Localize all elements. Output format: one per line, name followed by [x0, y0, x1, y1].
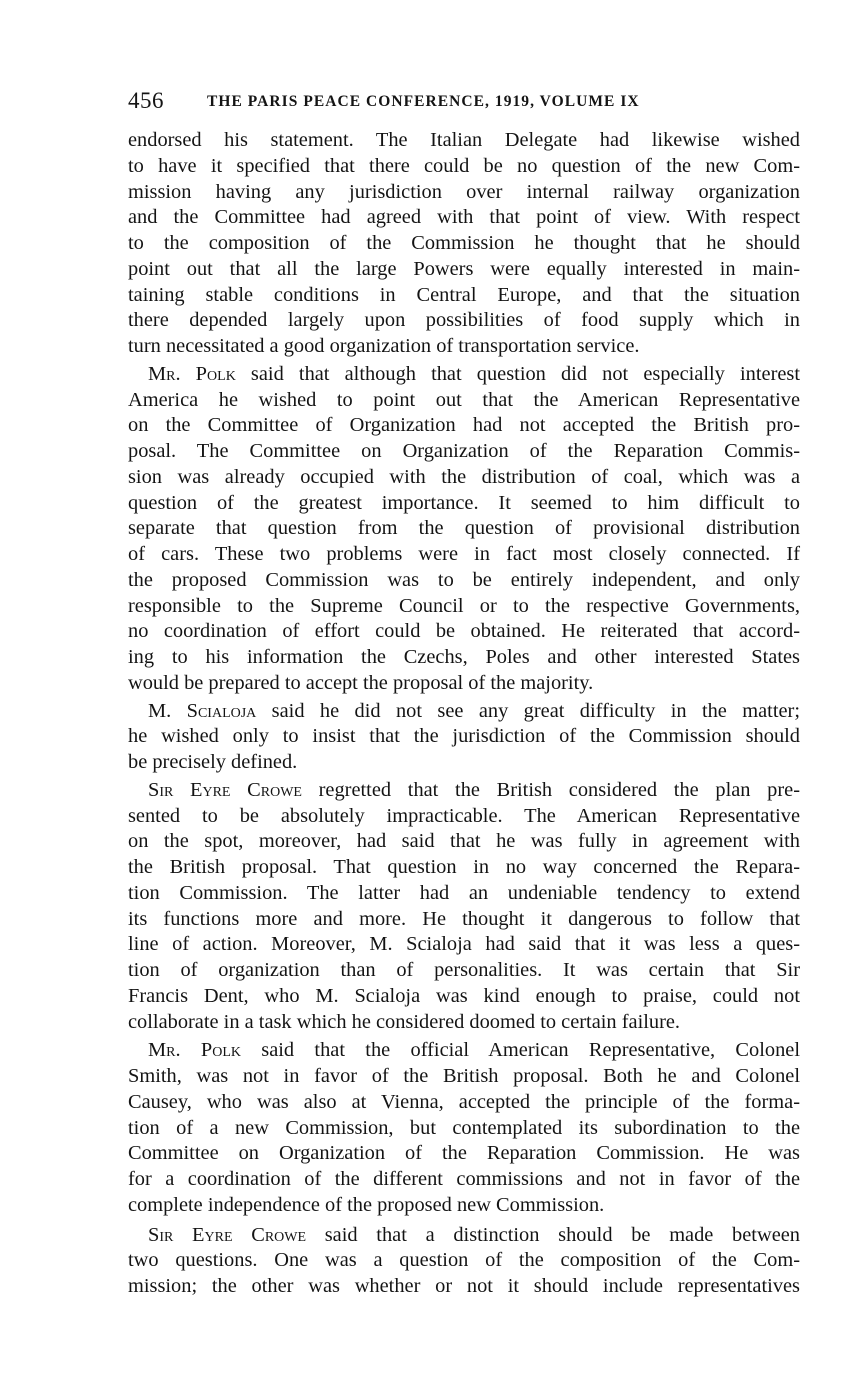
line-text: to have it specified that there could be no question of the new Com- [128, 154, 800, 177]
line-text: said he did not see any great difficulty in the matter; [256, 699, 800, 722]
line-text: no coordination of effort could be obtained. He reiterated that accord- [128, 620, 800, 643]
line-text: on the spot, moreover, had said that he was fully in agreement with [128, 830, 800, 853]
line-text: two questions. One was a question of the composition of the Com- [128, 1249, 800, 1272]
line-text: ing to his information the Czechs, Poles and other interested States [128, 646, 800, 668]
paragraph [128, 362, 800, 697]
text-line [128, 1141, 800, 1167]
line-text: mission having any jurisdiction over internal railway organization [128, 180, 800, 203]
text-line [128, 516, 800, 542]
page-header [128, 86, 800, 116]
text-line [128, 881, 800, 907]
text-line [128, 231, 800, 257]
line-text: be precisely defined. [128, 751, 298, 773]
line-text: said that a distinction should be made between [306, 1223, 800, 1246]
line-text: said that the official American Representative, Colonel [240, 1039, 800, 1062]
text-line [128, 594, 800, 620]
line-text: its functions more and more. He thought it dangerous to follow that [128, 907, 800, 930]
text-line [128, 1038, 800, 1064]
line-text: would be prepared to accept the proposal of the majority. [128, 671, 594, 694]
line-text: endorsed his statement. The Italian Delegate had likewise wished [128, 129, 800, 151]
line-text: Causey, who was also at Vienna, accepted the principle of the forma- [128, 1090, 800, 1113]
speaker-name: M. Scialoja [148, 699, 257, 722]
line-text: of cars. These two problems were in fact most closely connected. If [128, 543, 800, 565]
text-line [128, 542, 800, 568]
line-text: the proposed Commission was to be entirely independent, and only [128, 568, 800, 591]
speaker-name: Mr. Polk [148, 1039, 241, 1062]
text-line [128, 671, 800, 697]
line-text: posal. The Committee on Organization of the Reparation Commis- [128, 440, 800, 462]
line-text: separate that question from the question of provisional distribution [128, 517, 800, 540]
line-text: to the composition of the Commission he thought that he should [128, 232, 800, 254]
text-line [128, 334, 800, 360]
paragraph [128, 128, 800, 360]
line-text: turn necessitated a good organization of transportation service. [128, 335, 640, 357]
line-text: on the Committee of Organization had not accepted the British pro- [128, 414, 800, 437]
text-line [128, 645, 800, 671]
text-line [128, 154, 800, 180]
line-text: there depended largely upon possibilities of food supply which in [128, 309, 800, 332]
text-line [128, 388, 800, 414]
line-text: said that although that question did not especially interest [235, 362, 801, 385]
text-line [128, 1090, 800, 1116]
text-line [128, 1116, 800, 1142]
line-text: for a coordination of the different commissions and not in favor of the [128, 1168, 800, 1190]
text-line [128, 128, 800, 154]
line-text: Smith, was not in favor of the British proposal. Both he and Colonel [128, 1065, 800, 1087]
text-line [128, 750, 800, 776]
line-text: America he wished to point out that the American Representative [128, 388, 800, 411]
text-line [128, 465, 800, 491]
page-number: 456 [128, 88, 164, 113]
line-text: question of the greatest importance. It seemed to him difficult to [128, 491, 800, 514]
text-line [128, 829, 800, 855]
text-line [128, 1223, 800, 1249]
text-line [128, 439, 800, 465]
text-line [128, 1064, 800, 1090]
text-line [128, 283, 800, 309]
line-text: tion of a new Commission, but contemplated its subordination to the [128, 1116, 800, 1139]
text-line [128, 778, 800, 804]
line-text: complete independence of the proposed new Commission. [128, 1193, 605, 1216]
line-text: sented to be absolutely impracticable. The American Representative [128, 804, 800, 827]
line-text: line of action. Moreover, M. Scialoja had said that it was less a ques- [128, 933, 800, 956]
text-line [128, 907, 800, 933]
text-line [128, 932, 800, 958]
text-line [128, 568, 800, 594]
text-line [128, 413, 800, 439]
line-text: mission; the other was whether or not it should include representatives [128, 1275, 800, 1297]
body-text [128, 128, 800, 1300]
text-line [128, 619, 800, 645]
line-text: taining stable conditions in Central Europe, and that the situation [128, 283, 800, 306]
text-line [128, 1274, 800, 1300]
line-text: sion was already occupied with the distribution of coal, which was a [128, 465, 800, 488]
text-line [128, 699, 800, 725]
paragraph [128, 1038, 800, 1218]
speaker-name: Sir Eyre Crowe [148, 778, 302, 801]
line-text: Committee on Organization of the Reparation Commission. He was [128, 1142, 800, 1165]
text-line [128, 855, 800, 881]
speaker-name: Mr. Polk [148, 362, 236, 385]
line-text: collaborate in a task which he considered doomed to certain failure. [128, 1010, 681, 1033]
text-line [128, 308, 800, 334]
line-text: tion Commission. The latter had an undeniable tendency to extend [128, 881, 800, 904]
text-line [128, 1248, 800, 1274]
text-line [128, 257, 800, 283]
text-line [128, 491, 800, 517]
paragraph [128, 699, 800, 776]
paragraph [128, 778, 800, 1036]
text-line [128, 1167, 800, 1193]
running-head: THE PARIS PEACE CONFERENCE, 1919, VOLUME IX [207, 93, 640, 110]
line-text: regretted that the British considered the plan pre- [301, 778, 800, 801]
text-line [128, 958, 800, 984]
text-line [128, 1193, 800, 1219]
line-text: the British proposal. That question in no way concerned the Repara- [128, 856, 800, 878]
text-line [128, 362, 800, 388]
text-line [128, 724, 800, 750]
line-text: point out that all the large Powers were equally interested in main- [128, 257, 800, 280]
line-text: Francis Dent, who M. Scialoja was kind enough to praise, could not [128, 984, 800, 1007]
text-line [128, 180, 800, 206]
text-line [128, 804, 800, 830]
text-line [128, 984, 800, 1010]
text-line [128, 1010, 800, 1036]
line-text: responsible to the Supreme Council or to the respective Governments, [128, 594, 800, 617]
line-text: he wished only to insist that the jurisdiction of the Commission should [128, 725, 800, 748]
text-line [128, 205, 800, 231]
line-text: and the Committee had agreed with that point of view. With respect [128, 206, 800, 229]
speaker-name: Sir Eyre Crowe [148, 1223, 307, 1246]
line-text: tion of organization than of personalities. It was certain that Sir [128, 959, 800, 981]
paragraph [128, 1223, 800, 1300]
